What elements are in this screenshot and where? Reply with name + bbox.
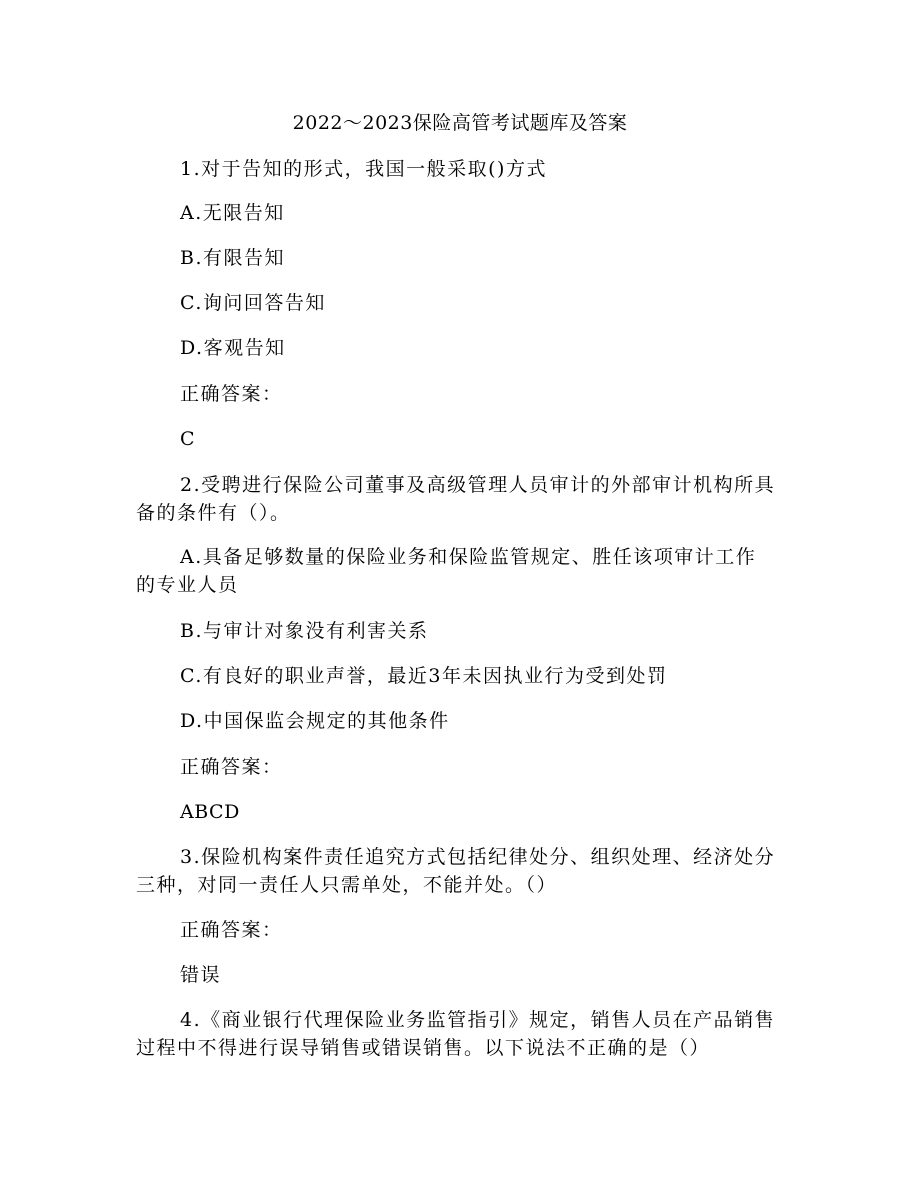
question-3-answer: 错误: [180, 964, 222, 986]
question-3-text: 3.保险机构案件责任追究方式包括纪律处分、组织处理、经济处分三种，对同一责任人只需单处，不能并处。（）: [136, 846, 776, 896]
question-1-answer: C: [180, 428, 196, 450]
question-1-option-c: C.询问回答告知: [180, 292, 326, 314]
question-2-option-d: D.中国保监会规定的其他条件: [180, 710, 450, 732]
question-2-option-b: B.与审计对象没有利害关系: [180, 620, 429, 642]
question-1-text: 1.对于告知的形式，我国一般采取()方式: [180, 158, 547, 180]
question-4-text: 4.《商业银行代理保险业务监管指引》规定，销售人员在产品销售过程中不得进行误导销售或错误销售。以下说法不正确的是（）: [136, 1009, 776, 1059]
question-1-option-b: B.有限告知: [180, 247, 286, 269]
document-title: 2022～2023保险高管考试题库及答案: [292, 112, 628, 134]
question-2-answer-label: 正确答案：: [180, 756, 283, 778]
question-1-option-a: A.无限告知: [180, 202, 285, 224]
question-2-option-a: A.具备足够数量的保险业务和保险监管规定、胜任该项审计工作的专业人员: [136, 546, 757, 596]
question-1-option-d: D.客观告知: [180, 337, 286, 359]
question-1-answer-label: 正确答案：: [180, 383, 283, 405]
question-2-answer: ABCD: [180, 801, 240, 823]
question-2-option-c: C.有良好的职业声誉，最近3年未因执业行为受到处罚: [180, 665, 668, 687]
question-3-answer-label: 正确答案：: [180, 919, 283, 941]
question-2-text: 2.受聘进行保险公司董事及高级管理人员审计的外部审计机构所具备的条件有（）。: [136, 474, 776, 524]
